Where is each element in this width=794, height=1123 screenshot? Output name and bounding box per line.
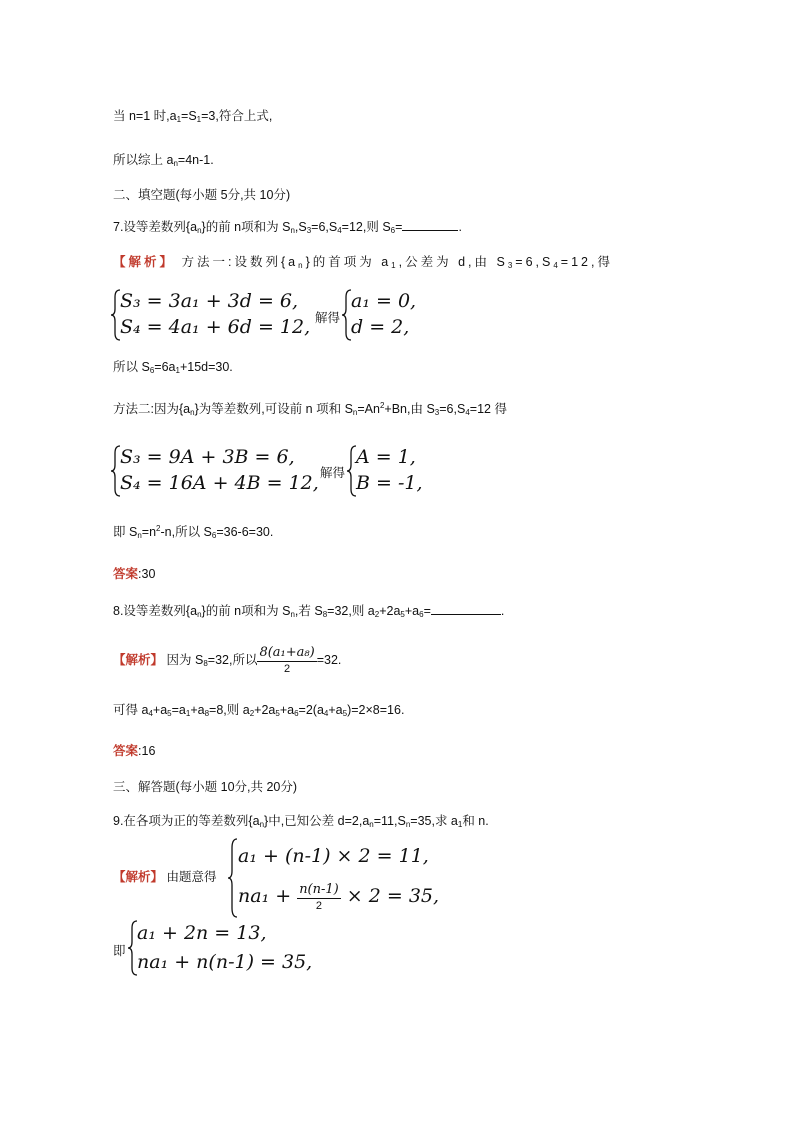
text: 7.设等差数列{a bbox=[113, 220, 198, 234]
text: ,S bbox=[294, 220, 307, 234]
subscript: 5 bbox=[275, 709, 280, 718]
analysis-tag: 【解析】 bbox=[113, 870, 164, 884]
text: 即 S bbox=[113, 525, 138, 539]
text-line-sn bbox=[113, 524, 273, 540]
subscript: 5 bbox=[167, 709, 172, 718]
subscript: n bbox=[352, 408, 358, 417]
subscript: 2 bbox=[374, 610, 380, 619]
question-8 bbox=[113, 603, 504, 619]
equation-d: d = 2, bbox=[351, 316, 410, 338]
section-heading-fill-in: 二、填空题(每小题 5分,共 10分) bbox=[113, 188, 291, 202]
text: 因为 S bbox=[166, 653, 204, 667]
question-9 bbox=[113, 813, 489, 829]
text: =6,S bbox=[311, 220, 338, 234]
equation-q9-4: na₁ + n(n-1) = 35, bbox=[137, 951, 313, 973]
text: =S bbox=[181, 109, 197, 123]
fraction bbox=[297, 881, 341, 914]
text: =12,则 S bbox=[341, 220, 391, 234]
subscript: 8 bbox=[322, 610, 328, 619]
subscript: n bbox=[259, 820, 265, 829]
answer-label: 答案 bbox=[113, 744, 139, 758]
answer-value: :16 bbox=[138, 744, 156, 758]
denominator: 2 bbox=[315, 899, 323, 912]
text: =n bbox=[141, 525, 157, 539]
text: =6,S bbox=[515, 255, 554, 269]
text: 由题意得 bbox=[166, 870, 217, 884]
fraction bbox=[257, 644, 316, 677]
text: 方法二:因为{a bbox=[113, 402, 191, 416]
subscript: n bbox=[298, 261, 306, 270]
subscript: 2 bbox=[249, 709, 255, 718]
text-line-s6 bbox=[113, 359, 233, 375]
text: =11,S bbox=[373, 814, 406, 828]
subscript: n bbox=[197, 610, 202, 619]
subscript: n bbox=[369, 820, 374, 829]
subscript: 4 bbox=[323, 709, 329, 718]
subscript: 5 bbox=[342, 709, 348, 718]
equation-s4-ab: S₄ = 16A + 4B = 12, bbox=[120, 472, 319, 494]
text: =35,求 a bbox=[410, 814, 458, 828]
subscript: 5 bbox=[400, 610, 405, 619]
text: +a bbox=[279, 703, 295, 717]
solve-label: 解得 bbox=[315, 311, 341, 325]
equation-q9-1: a₁ + (n-1) × 2 = 11, bbox=[238, 845, 429, 867]
lead-ji: 即 bbox=[113, 944, 126, 958]
text: × 2 = 35, bbox=[340, 885, 440, 907]
subscript: 4 bbox=[465, 408, 470, 417]
subscript: 1 bbox=[391, 261, 399, 270]
text: ,公差为 d,由 S bbox=[398, 255, 508, 269]
text: =2(a bbox=[298, 703, 324, 717]
text: 方法一:设数列{a bbox=[181, 255, 299, 269]
text: na₁ + bbox=[238, 885, 298, 907]
text: ,若 S bbox=[294, 604, 323, 618]
solution-8 bbox=[113, 643, 341, 677]
text: +a bbox=[190, 703, 205, 717]
equation-A: A = 1, bbox=[356, 446, 416, 468]
subscript: 1 bbox=[457, 820, 463, 829]
text: -n,所以 S bbox=[160, 525, 212, 539]
answer-label: 答案 bbox=[113, 567, 139, 581]
subscript: 6 bbox=[149, 366, 155, 375]
subscript: 1 bbox=[196, 115, 202, 124]
superscript: 2 bbox=[156, 524, 161, 533]
analysis-tag: 【解析】 bbox=[113, 255, 176, 269]
text: +a bbox=[404, 604, 420, 618]
text: =36-6=30. bbox=[216, 525, 274, 539]
equation-s3: S₃ = 3a₁ + 3d = 6, bbox=[120, 290, 299, 312]
text: }中,已知公差 d=2,a bbox=[264, 814, 370, 828]
subscript: n bbox=[137, 531, 142, 540]
question-7 bbox=[113, 219, 462, 235]
solution-9-label bbox=[113, 869, 217, 885]
equation-a1: a₁ = 0, bbox=[351, 290, 417, 312]
text: . bbox=[500, 604, 505, 618]
subscript: 6 bbox=[419, 610, 424, 619]
denominator: 2 bbox=[284, 663, 291, 676]
section-heading-solution: 三、解答题(每小题 10分,共 20分) bbox=[113, 780, 298, 794]
subscript: 3 bbox=[507, 261, 516, 270]
subscript: 4 bbox=[553, 261, 561, 270]
text: =a bbox=[171, 703, 186, 717]
text: 8.设等差数列{a bbox=[113, 604, 198, 618]
subscript: 4 bbox=[148, 709, 153, 718]
text: +a bbox=[328, 703, 343, 717]
text: = bbox=[395, 220, 403, 234]
subscript: n bbox=[197, 226, 202, 235]
text: }的前 n项和为 S bbox=[201, 604, 291, 618]
answer-value: :30 bbox=[138, 567, 156, 581]
text: +15d=30. bbox=[179, 360, 233, 374]
text: 当 n=1 时,a bbox=[113, 109, 177, 123]
equation-s4: S₄ = 4a₁ + 6d = 12, bbox=[120, 316, 311, 338]
subscript: n bbox=[173, 159, 178, 168]
subscript: n bbox=[290, 226, 295, 235]
text: =12 得 bbox=[469, 402, 507, 416]
subscript: 8 bbox=[204, 709, 210, 718]
subscript: 3 bbox=[306, 226, 312, 235]
text: 可得 a bbox=[113, 703, 149, 717]
subscript: n bbox=[290, 610, 295, 619]
text: =3,符合上式, bbox=[201, 109, 273, 123]
text-line-derive bbox=[113, 702, 404, 718]
text: +2a bbox=[379, 604, 401, 618]
answer-8 bbox=[113, 743, 155, 759]
text: . bbox=[458, 220, 462, 234]
equation-B: B = -1, bbox=[356, 472, 423, 494]
text: =8,则 a bbox=[209, 703, 250, 717]
text-line-conclusion-an bbox=[113, 152, 214, 168]
text: = bbox=[423, 604, 431, 618]
text: =4n-1. bbox=[177, 153, 214, 167]
text: 9.在各项为正的等差数列{a bbox=[113, 814, 260, 828]
subscript: 4 bbox=[337, 226, 342, 235]
subscript: 8 bbox=[203, 659, 208, 668]
answer-blank bbox=[402, 219, 458, 231]
text: 所以 S bbox=[113, 360, 150, 374]
text: =32,所以 bbox=[207, 653, 258, 667]
answer-blank bbox=[431, 603, 501, 615]
text: }的前 n项和为 S bbox=[201, 220, 291, 234]
numerator: 8(a₁+a₈) bbox=[259, 645, 315, 661]
text: =6a bbox=[154, 360, 176, 374]
subscript: 6 bbox=[294, 709, 299, 718]
text: =32,则 a bbox=[327, 604, 375, 618]
subscript: 1 bbox=[175, 366, 180, 375]
equation-q9-2 bbox=[238, 876, 439, 916]
subscript: 1 bbox=[185, 709, 191, 718]
subscript: n bbox=[405, 820, 411, 829]
solution-7-method-2 bbox=[113, 401, 507, 417]
subscript: n bbox=[190, 408, 195, 417]
subscript: 6 bbox=[211, 531, 217, 540]
text: +Bn,由 S bbox=[384, 402, 435, 416]
equation-s3-ab: S₃ = 9A + 3B = 6, bbox=[120, 446, 295, 468]
equation-q9-3: a₁ + 2n = 13, bbox=[137, 922, 267, 944]
subscript: 1 bbox=[176, 115, 182, 124]
text: =12,得 bbox=[560, 255, 613, 269]
text: 所以综上 a bbox=[113, 153, 174, 167]
text-line-n1-check bbox=[113, 108, 272, 124]
solve-label: 解得 bbox=[320, 466, 346, 480]
numerator: n(n-1) bbox=[299, 881, 339, 897]
text: =An bbox=[357, 402, 380, 416]
text: +a bbox=[152, 703, 168, 717]
text: }为等差数列,可设前 n 项和 S bbox=[194, 402, 353, 416]
subscript: 6 bbox=[390, 226, 396, 235]
text: =32. bbox=[316, 653, 342, 667]
analysis-tag: 【解析】 bbox=[113, 653, 164, 667]
subscript: 3 bbox=[434, 408, 440, 417]
superscript: 2 bbox=[379, 401, 385, 410]
text: 和 n. bbox=[462, 814, 489, 828]
text: =6,S bbox=[439, 402, 466, 416]
answer-7 bbox=[113, 566, 155, 582]
text: +2a bbox=[254, 703, 276, 717]
text: )=2×8=16. bbox=[347, 703, 405, 717]
solution-7-method-1 bbox=[113, 254, 613, 270]
text: }的首项为 a bbox=[305, 255, 392, 269]
